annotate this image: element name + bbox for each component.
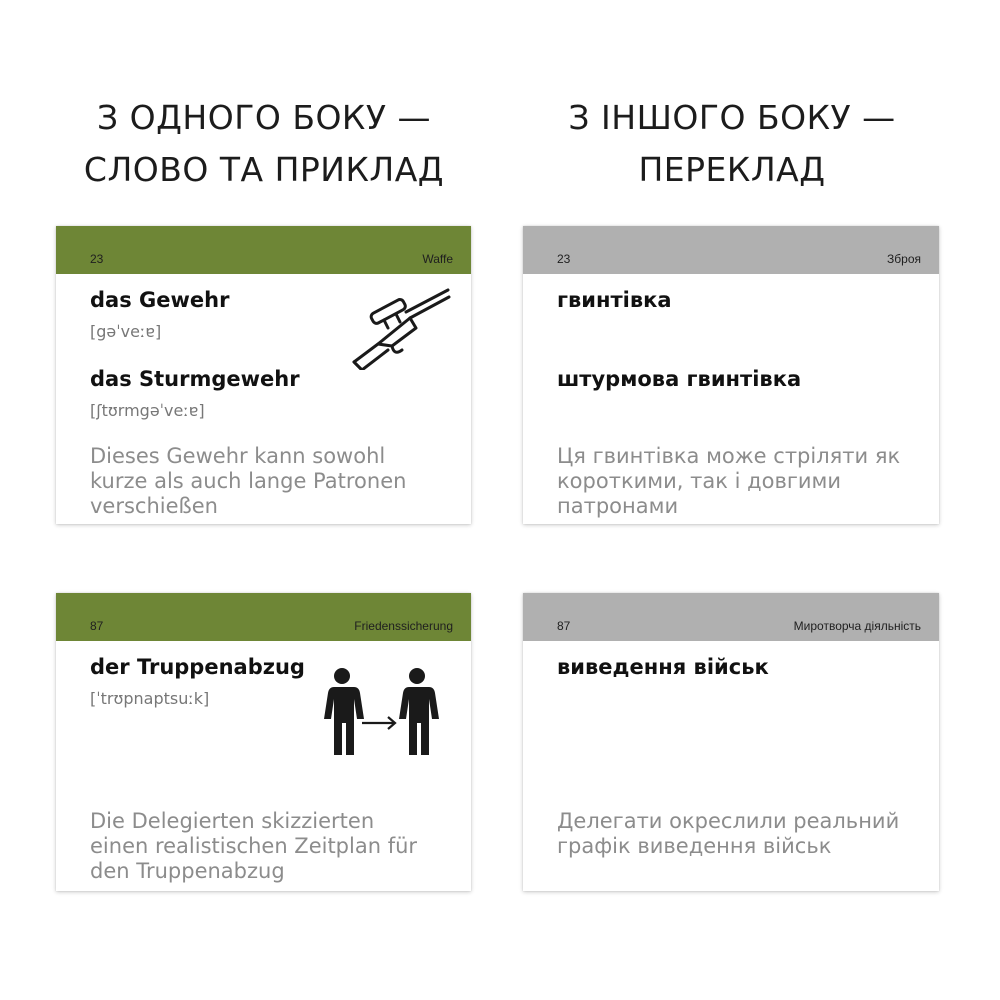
- flashcard-back-troop-withdrawal: [523, 593, 939, 891]
- back-side-heading-line-1: З ІНШОГО БОКУ —: [568, 98, 896, 137]
- card-header-band: [56, 593, 471, 641]
- card-pronunciation: [ˈtrʊpnaptsuːk]: [90, 689, 210, 708]
- example-line: Ця гвинтівка може стріляти як: [557, 444, 901, 468]
- front-side-heading: [56, 92, 472, 196]
- card-word-compound: das Sturmgewehr: [90, 367, 300, 391]
- example-line: kurze als auch lange Patronen: [90, 469, 407, 493]
- card-example-sentence: [90, 444, 406, 519]
- back-side-heading: [522, 92, 942, 196]
- card-translation: гвинтівка: [557, 288, 672, 312]
- card-number: 23: [557, 252, 571, 266]
- rifle-icon: [348, 284, 454, 370]
- card-example-sentence: [90, 809, 417, 884]
- card-number: 87: [557, 619, 571, 633]
- card-header-band: [523, 593, 939, 641]
- card-topic: Friedenssicherung: [354, 619, 453, 633]
- flashcard-front-rifle: [56, 226, 471, 524]
- example-line: патронами: [557, 494, 679, 518]
- card-example-translation: [557, 444, 900, 519]
- example-line: den Truppenabzug: [90, 859, 285, 883]
- troop-withdrawal-icon: [320, 667, 444, 757]
- card-word: das Gewehr: [90, 288, 230, 312]
- card-topic: Зброя: [887, 252, 921, 266]
- card-translation-compound: штурмова гвинтівка: [557, 367, 802, 391]
- card-example-translation: [557, 809, 899, 859]
- example-line: Делегати окреслили реальний: [557, 809, 900, 833]
- example-line: einen realistischen Zeitplan für: [90, 834, 418, 858]
- example-line: короткими, так і довгими: [557, 469, 842, 493]
- example-line: Dieses Gewehr kann sowohl: [90, 444, 386, 468]
- card-number: 87: [90, 619, 104, 633]
- card-pronunciation: [gəˈveːɐ]: [90, 322, 162, 341]
- card-pronunciation-compound: [ʃtʊrmgəˈveːɐ]: [90, 401, 205, 420]
- card-topic: Waffe: [422, 252, 453, 266]
- front-side-heading-line-2: СЛОВО ТА ПРИКЛАД: [83, 150, 445, 189]
- card-translation: виведення військ: [557, 655, 769, 679]
- card-header-band: [523, 226, 939, 274]
- card-word: der Truppenabzug: [90, 655, 305, 679]
- example-line: графік виведення військ: [557, 834, 832, 858]
- back-side-heading-line-2: ПЕРЕКЛАД: [638, 150, 826, 189]
- card-number: 23: [90, 252, 104, 266]
- example-line: Die Delegierten skizzierten: [90, 809, 375, 833]
- front-side-heading-line-1: З ОДНОГО БОКУ —: [97, 98, 431, 137]
- flashcard-front-troop-withdrawal: [56, 593, 471, 891]
- card-header-band: [56, 226, 471, 274]
- example-line: verschießen: [90, 494, 218, 518]
- card-topic: Миротворча діяльність: [793, 619, 921, 633]
- flashcard-back-rifle: [523, 226, 939, 524]
